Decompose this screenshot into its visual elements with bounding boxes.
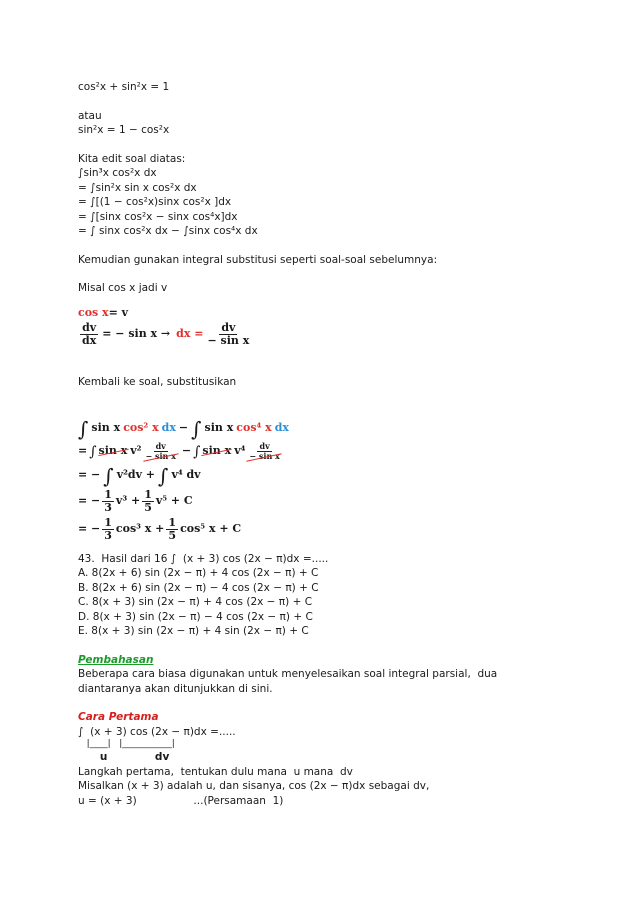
math1-line1: [78, 306, 598, 321]
math2-r1-sin: sin x: [91, 421, 121, 435]
math2-r5-mid: cos³ x +: [115, 522, 165, 536]
option-a: A. 8(2x + 6) sin (2x − π) + 4 cos (2x − π) + C: [78, 567, 319, 579]
math1-dvdx-frac: [80, 322, 98, 347]
math2-r3-pre: = −: [78, 468, 101, 482]
math2-r1-dx: dx: [161, 421, 176, 435]
math2-row3: [78, 464, 598, 488]
math2-r1-cos2: cos² x: [123, 421, 159, 435]
math2-row5: [78, 516, 598, 544]
substitution-math: [78, 306, 598, 348]
math2-r4-frac2: [142, 489, 154, 514]
math2-r1-sin2: sin x: [204, 421, 234, 435]
pembahasan-title: Pembahasan: [78, 653, 154, 666]
cara-step-3: u = (x + 3) ...(Persamaan 1): [78, 794, 284, 807]
atau-text: atau: [78, 109, 102, 122]
edit-heading: Kita edit soal diatas:: [78, 152, 186, 165]
math2-r4-pre: = −: [78, 494, 101, 508]
math2-r4-d2: 5: [144, 501, 152, 514]
misal-text: Misal cos x jadi v: [78, 282, 168, 294]
math2-r2-v4: v⁴: [234, 444, 246, 458]
math1-frac-num: dv: [221, 321, 236, 334]
math2-r1-cos4: cos⁴ x: [236, 421, 272, 435]
integration-math: [78, 418, 598, 544]
math2-r2-eq: =: [78, 444, 88, 458]
integral-sign-icon: ∫: [89, 443, 97, 460]
math2-r4-n2: 1: [144, 488, 152, 501]
cara-integral: ∫ (x + 3) cos (2x − π)dx =.....: [78, 725, 236, 738]
option-d: D. 8(x + 3) sin (2x − π) − 4 cos (2x − π) + C: [78, 610, 313, 623]
math1-frac-den: − sin x: [207, 334, 250, 347]
math2-r5-d2: 5: [168, 529, 177, 542]
cara-bracket: |____| |___________|: [78, 739, 175, 749]
math2-r5-frac2: [166, 517, 178, 542]
pembahasan-text-1: Beberapa cara biasa digunakan untuk menyelesaikan soal integral parsial, dua: [78, 668, 498, 680]
math2-r5-frac1: [102, 517, 114, 542]
math1-dx-eq: dx =: [176, 327, 204, 341]
math2-r5-n2: 1: [168, 516, 177, 529]
math1-cosx: cos x: [78, 305, 109, 319]
math2-r4-d1: 3: [104, 501, 112, 514]
math2-r2-sin-struck: sin x: [98, 444, 128, 458]
cara-labels: u dv: [78, 751, 170, 763]
math1-neg-sin: = − sin x →: [102, 327, 171, 341]
math2-r2-num2: dv: [259, 441, 270, 451]
math2-r1-minus: −: [178, 421, 189, 435]
math2-r5-end: cos⁵ x + C: [180, 522, 242, 536]
math2-r2-v2: v²: [130, 444, 142, 458]
math2-r1-dx2: dx: [274, 421, 289, 435]
math2-row2: [78, 440, 598, 464]
cara-title: Cara Pertama: [78, 711, 159, 723]
math1-dv: dv: [82, 321, 97, 334]
math2-r3-a: v²dv +: [116, 468, 156, 482]
edit-line-1: ∫sin³x cos²x dx: [78, 167, 157, 179]
math2-r2-den1: − sin x: [145, 451, 176, 461]
rearranged-line: sin²x = 1 − cos²x: [78, 124, 170, 136]
integral-sign-icon: ∫: [191, 416, 202, 441]
integral-sign-icon: ∫: [158, 463, 169, 488]
math2-r4-mid: v³ +: [115, 494, 141, 508]
math2-r2-num1: dv: [155, 441, 166, 451]
question-stem: 43. Hasil dari 16 ∫ (x + 3) cos (2x − π)dx =.....: [78, 552, 329, 565]
document-page: [78, 80, 598, 808]
math1-dx: dx: [82, 334, 97, 347]
integral-sign-icon: ∫: [78, 416, 89, 441]
math2-r5-n1: 1: [104, 516, 112, 529]
pembahasan-text-2: diantaranya akan ditunjukkan di sini.: [78, 682, 273, 695]
math2-row1: [78, 418, 598, 440]
math2-r2-frac2: [247, 442, 281, 461]
math2-r4-end: v⁵ + C: [155, 494, 193, 508]
integral-sign-icon: ∫: [103, 463, 114, 488]
math2-r2-minus: −: [181, 444, 192, 458]
option-c: C. 8(x + 3) sin (2x − π) + 4 cos (2x − π) + C: [78, 596, 313, 608]
math2-r5-d1: 3: [104, 529, 112, 542]
edit-line-2: = ∫sin²x sin x cos²x dx: [78, 181, 197, 194]
math1-eq-v: = v: [108, 305, 129, 319]
math2-row4: [78, 488, 598, 516]
math2-r4-frac1: [102, 489, 114, 514]
math2-r2-den2: − sin x: [249, 451, 280, 461]
math2-r2-sin2-struck: sin x: [202, 444, 232, 458]
math2-r5-pre: = −: [78, 522, 101, 536]
math2-r2-frac1: [144, 442, 178, 461]
edit-line-5: = ∫ sinx cos²x dx − ∫sinx cos⁴x dx: [78, 225, 258, 237]
option-b: B. 8(2x + 6) sin (2x − π) − 4 cos (2x − π) + C: [78, 581, 319, 594]
math1-line2: [78, 322, 598, 347]
edit-line-3: = ∫[(1 − cos²x)sinx cos²x ]dx: [78, 196, 232, 208]
math2-r4-n1: 1: [104, 488, 112, 501]
math2-r3-b: v⁴ dv: [171, 468, 201, 482]
substitution-intro: Kemudian gunakan integral substitusi seperti soal-soal sebelumnya:: [78, 253, 438, 266]
cara-step-2: Misalkan (x + 3) adalah u, dan sisanya, cos (2x − π)dx sebagai dv,: [78, 780, 430, 792]
option-e: E. 8(x + 3) sin (2x − π) + 4 sin (2x − π) + C: [78, 625, 309, 637]
integral-sign-icon: ∫: [193, 443, 201, 460]
edit-line-4: = ∫[sinx cos²x − sinx cos⁴x]dx: [78, 210, 238, 223]
math1-result-frac: [205, 322, 251, 347]
identity-line: cos²x + sin²x = 1: [78, 81, 170, 93]
cara-step-1: Langkah pertama, tentukan dulu mana u mana dv: [78, 765, 353, 778]
back-text: Kembali ke soal, substitusikan: [78, 376, 237, 388]
